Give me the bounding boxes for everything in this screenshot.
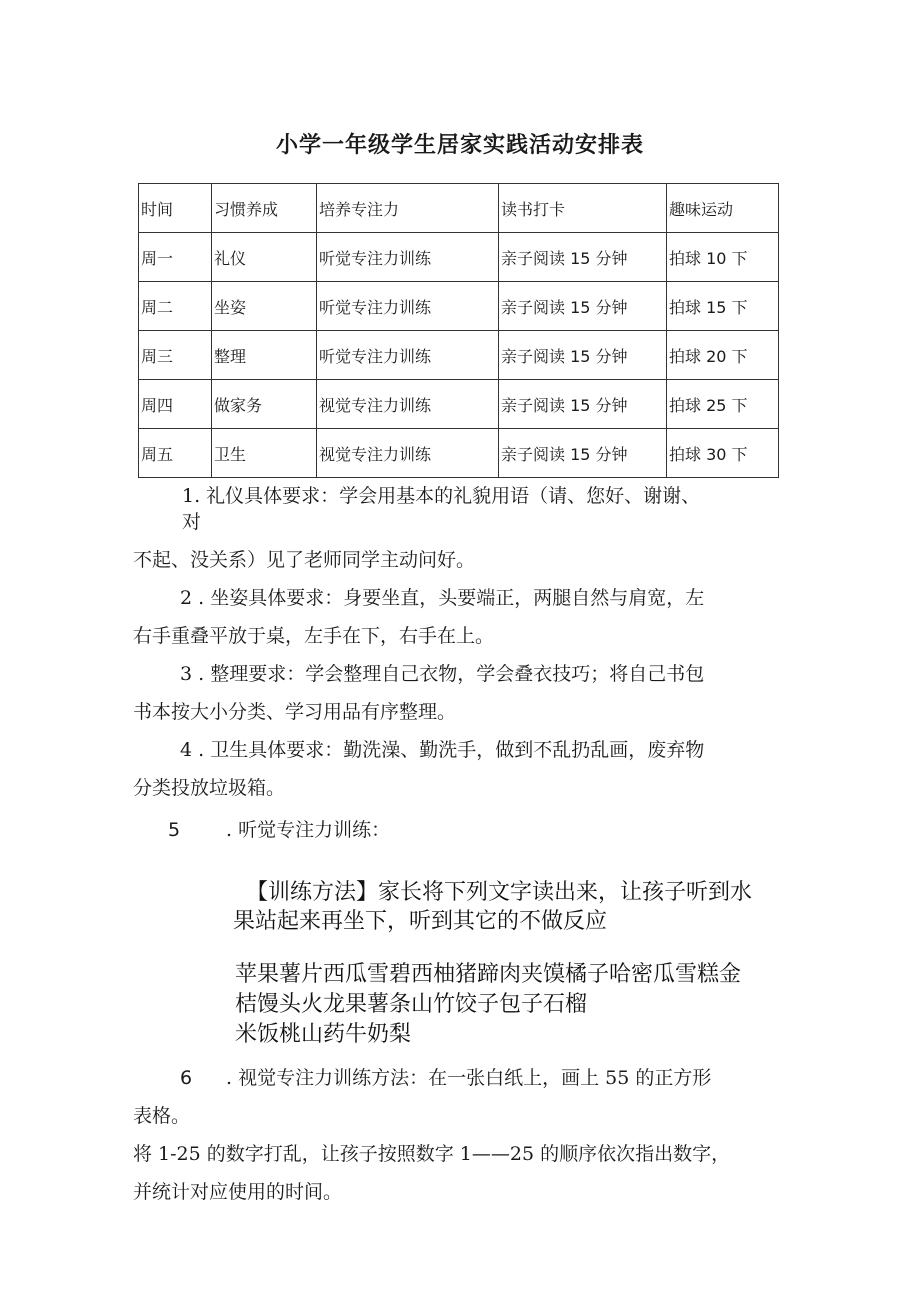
- item-5-number: 5: [168, 819, 181, 841]
- item-3-line-1: 3 . 整理要求：学会整理自己衣物，学会叠衣技巧；将自己书包: [180, 663, 705, 685]
- table-cell: 坐姿: [212, 282, 317, 331]
- words-line-1: 苹果薯片西瓜雪碧西柚猪蹄肉夹馍橘子哈密瓜雪糕金: [235, 962, 742, 987]
- item-7-line-2: 并统计对应使用的时间。: [133, 1181, 343, 1203]
- table-cell: 周二: [139, 282, 212, 331]
- table-cell: 拍球 15 下: [667, 282, 779, 331]
- table-header-row: [139, 184, 779, 233]
- table-cell: 周五: [139, 429, 212, 478]
- method-line-2: 果站起来再坐下，听到其它的不做反应: [233, 909, 608, 934]
- item-2-line-2: 右手重叠平放于桌，左手在下，右手在上。: [133, 625, 495, 647]
- table-row: [139, 233, 779, 282]
- method-line-1: 【训练方法】家长将下列文字读出来，让孩子听到水: [246, 880, 753, 905]
- item-6-line-1: . 视觉专注力训练方法：在一张白纸上，画上 55 的正方形: [226, 1067, 712, 1089]
- words-line-3: 米饭桃山药牛奶梨: [235, 1022, 412, 1047]
- header-cell: 习惯养成: [212, 184, 317, 233]
- table-cell: 亲子阅读 15 分钟: [499, 233, 667, 282]
- table-cell: 周一: [139, 233, 212, 282]
- item-2-line-1: 2 . 坐姿具体要求：身要坐直，头要端正，两腿自然与肩宽，左: [180, 587, 705, 609]
- item-1-line-1: 1. 礼仪具体要求：学会用基本的礼貌用语（请、您好、谢谢、: [182, 485, 701, 507]
- page-title: 小学一年级学生居家实践活动安排表: [275, 133, 644, 158]
- words-line-2: 桔馒头火龙果薯条山竹饺子包子石榴: [235, 992, 588, 1017]
- item-4-line-2: 分类投放垃圾箱。: [133, 777, 286, 799]
- table-cell: 整理: [212, 331, 317, 380]
- item-1-line-2: 对: [182, 511, 202, 533]
- table-cell: 周三: [139, 331, 212, 380]
- table-cell: 视觉专注力训练: [317, 429, 499, 478]
- table-cell: 卫生: [212, 429, 317, 478]
- table-cell: 周四: [139, 380, 212, 429]
- table-cell: 亲子阅读 15 分钟: [499, 282, 667, 331]
- table-cell: 做家务: [212, 380, 317, 429]
- table-cell: 拍球 20 下: [667, 331, 779, 380]
- item-5-heading: . 听觉专注力训练：: [226, 819, 391, 841]
- schedule-table: [138, 183, 779, 478]
- table-cell: 亲子阅读 15 分钟: [499, 380, 667, 429]
- table-cell: 听觉专注力训练: [317, 282, 499, 331]
- table-cell: 拍球 30 下: [667, 429, 779, 478]
- table-cell: 亲子阅读 15 分钟: [499, 429, 667, 478]
- table-row: [139, 282, 779, 331]
- table-cell: 听觉专注力训练: [317, 233, 499, 282]
- item-1-line-3: 不起、没关系）见了老师同学主动问好。: [133, 549, 476, 571]
- table-cell: 拍球 10 下: [667, 233, 779, 282]
- table-row: [139, 429, 779, 478]
- header-cell: 趣味运动: [667, 184, 779, 233]
- item-4-line-1: 4 . 卫生具体要求：勤洗澡、勤洗手，做到不乱扔乱画，废弃物: [180, 739, 705, 761]
- item-6-line-2: 表格。: [133, 1105, 191, 1127]
- header-cell: 时间: [139, 184, 212, 233]
- table-cell: 视觉专注力训练: [317, 380, 499, 429]
- item-6-number: 6: [180, 1067, 193, 1089]
- item-7-line-1: 将 1-25 的数字打乱，让孩子按照数字 1——25 的顺序依次指出数字，: [133, 1143, 731, 1165]
- table-cell: 听觉专注力训练: [317, 331, 499, 380]
- header-cell: 读书打卡: [499, 184, 667, 233]
- header-cell: 培养专注力: [317, 184, 499, 233]
- item-3-line-2: 书本按大小分类、学习用品有序整理。: [133, 701, 457, 723]
- table-cell: 亲子阅读 15 分钟: [499, 331, 667, 380]
- table-cell: 礼仪: [212, 233, 317, 282]
- table-row: [139, 380, 779, 429]
- table-row: [139, 331, 779, 380]
- table-cell: 拍球 25 下: [667, 380, 779, 429]
